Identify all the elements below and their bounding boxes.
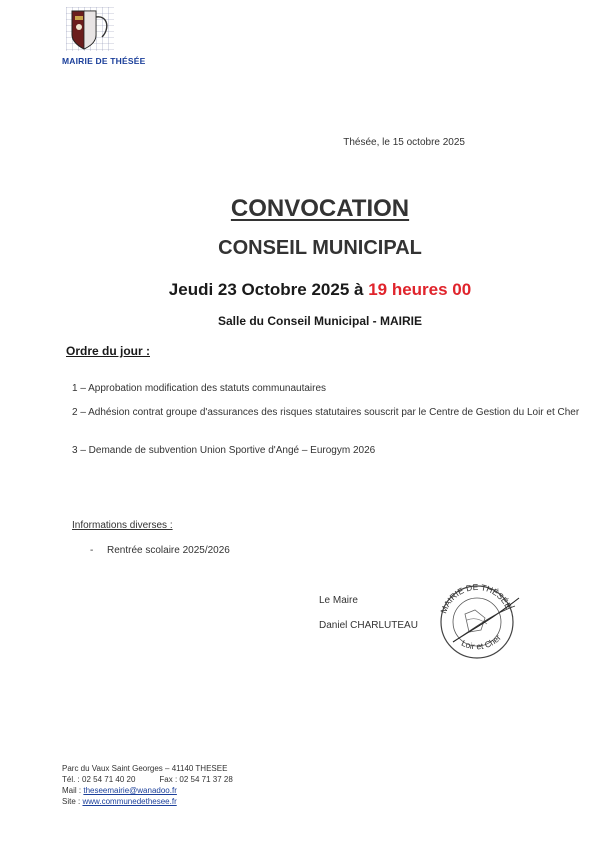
bullet-dash: - [90,545,94,556]
signature-title: Le Maire [319,595,358,606]
coat-of-arms-logo-icon [66,7,114,51]
footer-address: Parc du Vaux Saint Georges – 41140 THESEE [62,764,228,773]
footer-tel: Tél. : 02 54 71 40 20 [62,775,136,784]
footer-mail-link[interactable]: theseemairie@wanadoo.fr [83,786,177,795]
agenda-item: 2 – Adhésion contrat groupe d'assurances des risques statutaires souscrit par le Centre de Gestion du Loir et Cher [72,407,580,418]
meeting-day: Jeudi 23 Octobre 2025 à [168,280,364,299]
footer-site [62,796,233,807]
signature-name: Daniel CHARLUTEAU [319,620,418,631]
footer-mail-label: Mail : [62,786,82,795]
stamp-text-top: MAIRIE DE THÉSÉE [438,581,514,615]
footer-fax: Fax : 02 54 71 37 28 [159,775,233,784]
meeting-venue: Salle du Conseil Municipal - MAIRIE [217,314,423,328]
stamp-text-bottom: Loir et Cher [459,632,503,652]
footer-site-link[interactable]: www.communedethesee.fr [82,797,177,806]
footer-mail [62,785,233,796]
agenda-item: 1 – Approbation modification des statuts communautaires [72,383,327,394]
informations-item-text: Rentrée scolaire 2025/2026 [107,545,230,556]
footer-phones [62,774,233,785]
official-stamp-icon [431,580,523,660]
agenda-item: 3 – Demande de subvention Union Sportive d'Angé – Eurogym 2026 [72,445,376,456]
document-date: Thésée, le 15 octobre 2025 [343,137,465,148]
agenda-heading: Ordre du jour : [66,344,150,358]
mairie-name: MAIRIE DE THÉSÉE [62,56,146,66]
informations-item [90,545,230,556]
meeting-datetime [0,280,595,300]
footer-site-label: Site : [62,797,81,806]
meeting-hour: 19 heures 00 [368,280,472,299]
document-title: CONVOCATION [230,195,410,222]
footer-contact [62,763,233,807]
document-subtitle: CONSEIL MUNICIPAL [218,237,422,259]
informations-heading: Informations diverses : [72,520,173,531]
